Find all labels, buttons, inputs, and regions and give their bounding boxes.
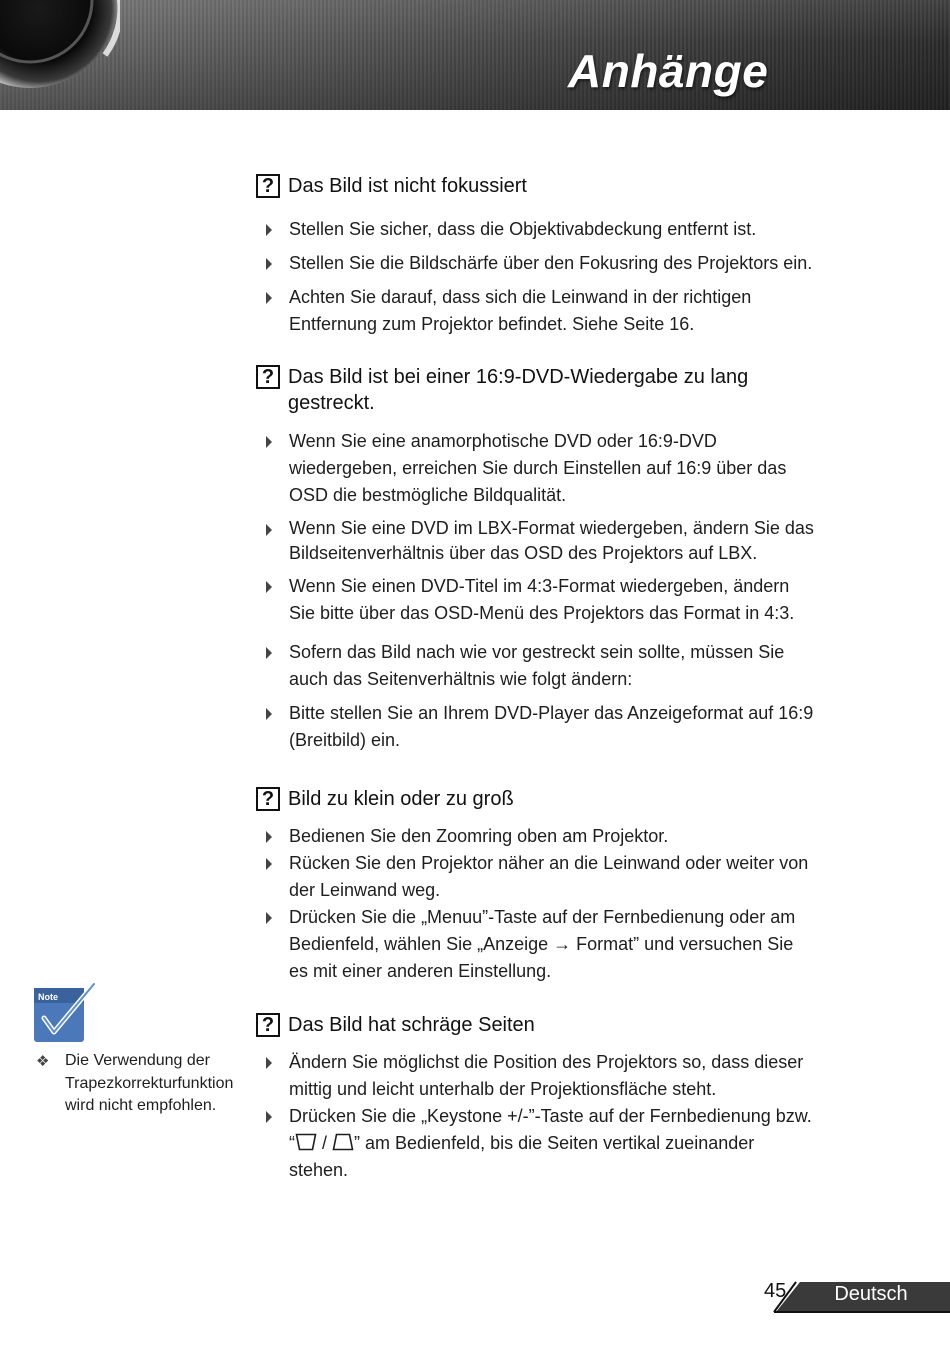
arrow-bullet-icon	[266, 436, 272, 448]
list-item: Bedienen Sie den Zoomring oben am Projektor.	[256, 823, 886, 850]
section-heading	[256, 364, 886, 416]
bullet-list	[256, 823, 886, 985]
arrow-bullet-icon	[266, 831, 272, 843]
faq-section-stretched-image	[256, 364, 886, 754]
arrow-bullet-icon	[266, 912, 272, 924]
projector-lens-graphic	[0, 0, 120, 105]
list-item: Wenn Sie einen DVD-Titel im 4:3-Format wiedergeben, ändern Sie bitte über das OSD-Menü des Projektors das Format in 4:3.	[256, 573, 886, 627]
section-heading	[256, 173, 886, 199]
arrow-bullet-icon	[266, 258, 272, 270]
section-title: Das Bild hat schräge Seiten	[288, 1014, 535, 1036]
question-mark-icon: ?	[256, 365, 280, 389]
note-text: ❖ Die Verwendung der Trapezkorrekturfunktion wird nicht empfohlen.	[36, 1052, 234, 1114]
list-item: Sofern das Bild nach wie vor gestreckt sein sollte, müssen Sie auch das Seitenverhältnis wie folgt ändern:	[256, 639, 886, 693]
arrow-bullet-icon	[266, 292, 272, 304]
arrow-bullet-icon	[266, 647, 272, 659]
arrow-bullet-icon	[266, 581, 272, 593]
language-label: Deutsch	[834, 1283, 908, 1305]
question-mark-icon: ?	[256, 174, 280, 198]
list-item: Rücken Sie den Projektor näher an die Leinwand oder weiter von der Leinwand weg.	[256, 850, 886, 904]
keystone-plus-icon	[332, 1133, 354, 1151]
section-heading	[256, 1012, 886, 1038]
faq-section-size	[256, 786, 886, 985]
section-title: Bild zu klein oder zu groß	[288, 788, 514, 810]
list-item: Stellen Sie die Bildschärfe über den Fokusring des Projektors ein.	[256, 250, 886, 277]
section-title: Das Bild ist nicht fokussiert	[288, 175, 527, 197]
page-title: Anhänge	[568, 45, 769, 97]
arrow-bullet-icon	[266, 1057, 272, 1069]
faq-section-not-focused	[256, 173, 886, 338]
question-mark-icon: ?	[256, 1013, 280, 1037]
page-header	[0, 0, 950, 110]
arrow-bullet-icon	[266, 224, 272, 236]
diamond-bullet-icon: ❖	[36, 1053, 50, 1070]
note-checkmark-icon	[32, 982, 98, 1044]
list-item: Drücken Sie die „Menuu”-Taste auf der Fernbedienung oder am Bedienfeld, wählen Sie „Anzeige → Format” und versuchen Sie es mit einer anderen Einstellung.	[256, 904, 886, 985]
list-item: Wenn Sie eine anamorphotische DVD oder 16:9-DVD wiedergeben, erreichen Sie durch Einstellen auf 16:9 über das OSD die bestmögliche Bildqualität.	[256, 428, 886, 509]
bullet-list	[256, 1049, 886, 1184]
faq-section-keystone	[256, 1012, 886, 1184]
section-heading	[256, 786, 886, 812]
list-item: Wenn Sie eine DVD im LBX-Format wiedergeben, ändern Sie das Bildseitenverhältnis über das OSD des Projektors auf LBX.	[256, 516, 886, 566]
arrow-bullet-icon	[266, 524, 272, 536]
question-mark-icon: ?	[256, 787, 280, 811]
arrow-bullet-icon	[266, 708, 272, 720]
arrow-bullet-icon	[266, 858, 272, 870]
list-item: Achten Sie darauf, dass sich die Leinwand in der richtigen Entfernung zum Projektor befindet. Siehe Seite 16.	[256, 284, 886, 338]
arrow-bullet-icon	[266, 1111, 272, 1123]
bullet-list	[256, 428, 886, 754]
bullet-list	[256, 216, 886, 338]
section-title: Das Bild ist bei einer 16:9-DVD-Wiedergabe zu lang gestreckt.	[288, 366, 749, 414]
keystone-minus-icon	[295, 1133, 317, 1151]
list-item: Drücken Sie die „Keystone +/-”-Taste auf der Fernbedienung bzw. “ / ” am Bedienfeld, bis die Seiten vertikal zueinander stehen.	[256, 1103, 886, 1184]
note-label: Note	[38, 992, 58, 1002]
list-item: Stellen Sie sicher, dass die Objektivabdeckung entfernt ist.	[256, 216, 886, 243]
list-item: Ändern Sie möglichst die Position des Projektors so, dass dieser mittig und leicht unterhalb der Projektionsfläche steht.	[256, 1049, 886, 1103]
page-number: 45	[764, 1280, 787, 1302]
list-item: Bitte stellen Sie an Ihrem DVD-Player das Anzeigeformat auf 16:9 (Breitbild) ein.	[256, 700, 886, 754]
